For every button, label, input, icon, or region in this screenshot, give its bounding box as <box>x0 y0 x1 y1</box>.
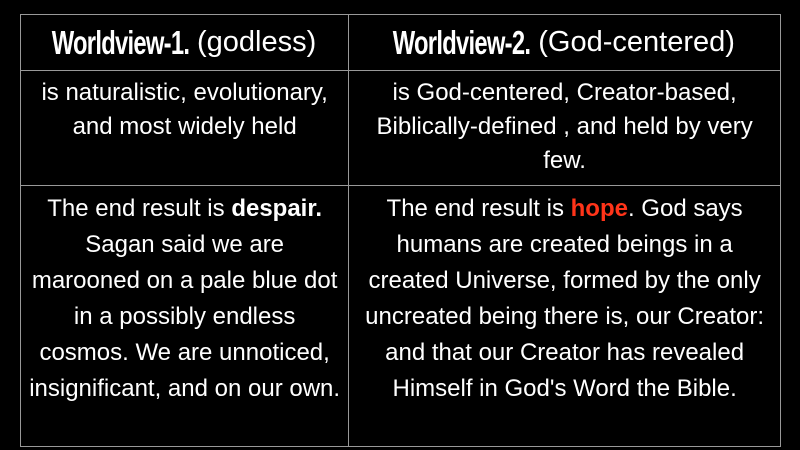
worldview-comparison-table <box>20 14 781 447</box>
hope-emphasis: hope <box>570 195 628 222</box>
traits-cell-worldview-2 <box>349 71 780 186</box>
despair-emphasis: despair. <box>231 195 323 222</box>
traits-cell-worldview-1 <box>21 71 349 186</box>
worldview-1-result-suffix: Sagan said we are marooned on a pale blue dot in a possibly endless cosmos. We are unnoticed, insignificant, and on our own. <box>29 231 341 402</box>
worldview-2-subtitle: (God-centered) <box>538 26 735 58</box>
worldview-2-title: Worldview-2. <box>393 23 531 61</box>
worldview-1-subtitle: (godless) <box>196 26 317 58</box>
worldview-2-traits-text: is God-centered, Creator-based, Biblically-defined , and held by very few. <box>376 79 753 174</box>
result-cell-worldview-1 <box>21 186 349 446</box>
worldview-2-result-suffix: . God says humans are created beings in a created Universe, formed by the only uncreated being there is, our Creator: and that our Creator has revealed Himself in God's Word the Bible. <box>365 195 765 402</box>
worldview-1-traits-text: is naturalistic, evolutionary, and most widely held <box>41 79 328 140</box>
worldview-1-result-prefix: The end result is <box>47 195 232 222</box>
result-cell-worldview-2 <box>349 186 780 446</box>
worldview-2-result-prefix: The end result is <box>386 195 571 222</box>
header-cell-worldview-2 <box>349 15 780 71</box>
header-cell-worldview-1 <box>21 15 349 71</box>
worldview-1-title: Worldview-1. <box>51 23 190 61</box>
